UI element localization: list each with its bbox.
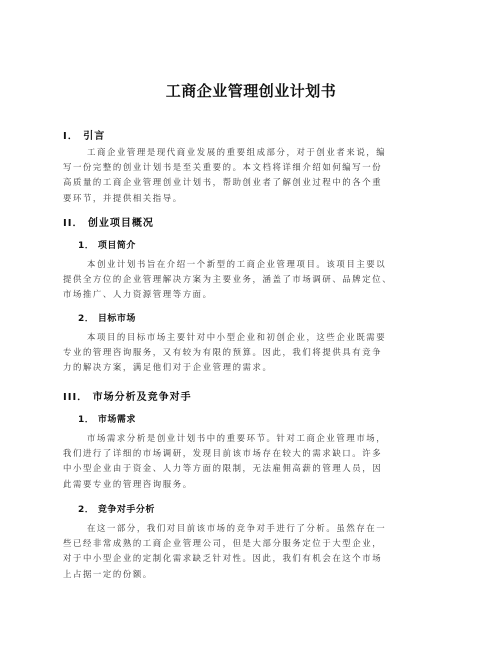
paragraph-line: 本项目的目标市场主要针对中小型企业和初创企业，这些企业既需要 bbox=[87, 332, 387, 342]
paragraph-line: 在这一部分，我们对目前该市场的竞争对手进行了分析。虽然存在一 bbox=[87, 523, 387, 533]
competitor-analysis-paragraph bbox=[63, 521, 448, 582]
paragraph-line: 写一份完整的创业计划书是至关重要的。本文档将详细介绍如何编写一份 bbox=[63, 162, 383, 173]
target-market-paragraph bbox=[63, 330, 448, 376]
subsection-heading-target-market: 2． 目标市场 bbox=[78, 314, 136, 324]
paragraph-line: 市场推广、人力资源管理等方面。 bbox=[63, 289, 213, 300]
paragraph-line: 提供全方位的企业管理解决方案为主要业务，涵盖了市场调研、品牌定位、 bbox=[63, 274, 393, 285]
paragraph-line: 市场需求分析是创业计划书中的重要环节。针对工商企业管理市场， bbox=[87, 433, 387, 443]
paragraph-line: 工商企业管理是现代商业发展的重要组成部分，对于创业者来说，编 bbox=[87, 147, 387, 157]
document-title: 工商企业管理创业计划书 bbox=[165, 82, 337, 100]
subsection-heading-competitor-analysis: 2． 竞争对手分析 bbox=[78, 505, 155, 515]
intro-paragraph bbox=[63, 145, 448, 206]
paragraph-line: 中小型企业由于资金、人力等方面的限制，无法雇佣高薪的管理人员，因 bbox=[63, 463, 383, 474]
paragraph-line: 此需要专业的管理咨询服务。 bbox=[63, 478, 193, 489]
paragraph-line: 我们进行了详细的市场调研，发现目前该市场存在较大的需求缺口。许多 bbox=[63, 448, 383, 459]
paragraph-line: 要环节，并提供相关指导。 bbox=[63, 192, 183, 203]
subsection-heading-project-intro: 1． 项目简介 bbox=[78, 241, 136, 251]
section-heading-overview: II． 创业项目概况 bbox=[63, 218, 154, 229]
paragraph-line: 本创业计划书旨在介绍一个新型的工商企业管理项目。该项目主要以 bbox=[87, 259, 387, 269]
project-intro-paragraph bbox=[63, 257, 448, 303]
market-demand-paragraph bbox=[63, 431, 448, 492]
section-heading-intro: I． 引言 bbox=[63, 131, 106, 142]
section-heading-market: III． 市场分析及竞争对手 bbox=[63, 392, 192, 403]
paragraph-line: 上占据一定的份额。 bbox=[63, 568, 153, 579]
paragraph-line: 些已经非常成熟的工商企业管理公司，但是大部分服务定位于大型企业， bbox=[63, 538, 383, 549]
paragraph-line: 专业的管理咨询服务，又有较为有限的预算。因此，我们将提供具有竞争 bbox=[63, 347, 383, 358]
paragraph-line: 力的解决方案，满足他们对于企业管理的需求。 bbox=[63, 362, 273, 373]
subsection-heading-market-demand: 1． 市场需求 bbox=[78, 415, 136, 425]
paragraph-line: 高质量的工商企业管理创业计划书，帮助创业者了解创业过程中的各个重 bbox=[63, 177, 383, 188]
paragraph-line: 对于中小型企业的定制化需求缺乏针对性。因此，我们有机会在这个市场 bbox=[63, 553, 383, 564]
